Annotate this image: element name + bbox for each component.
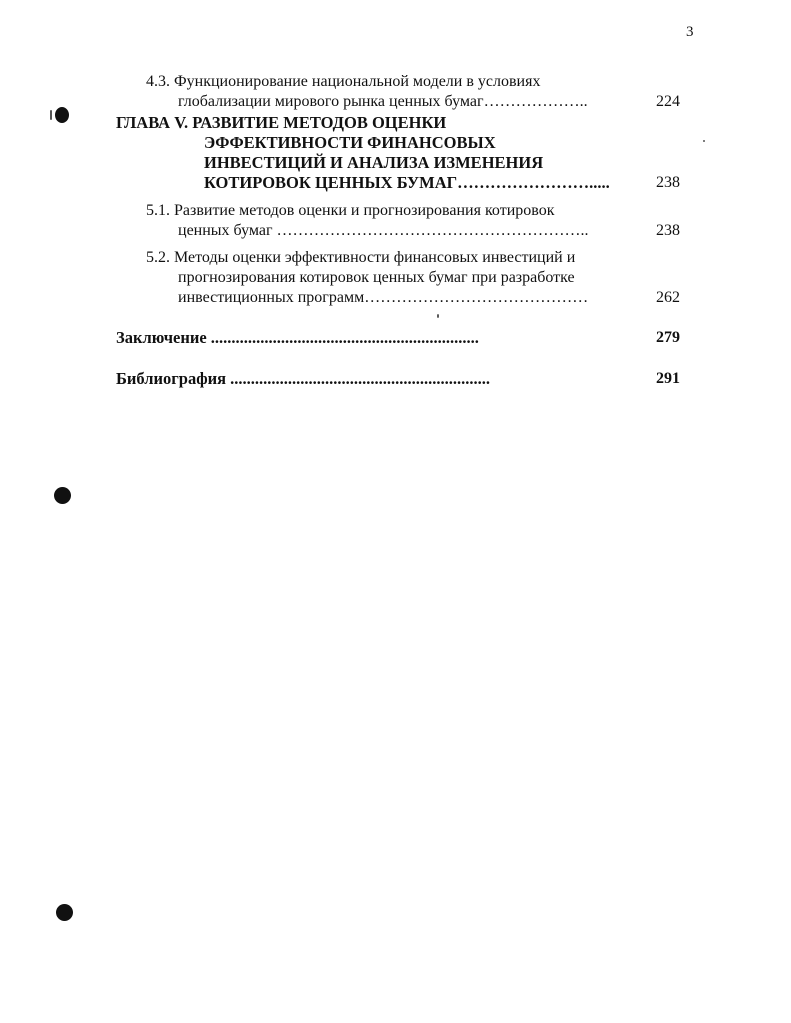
leader-dots: ................................................................. <box>206 328 479 347</box>
toc-entry-4-3-page: 224 <box>656 93 680 110</box>
toc-entry-5-2-page: 262 <box>656 289 680 306</box>
leader-dots: ……………….. <box>483 93 588 110</box>
leader-dots: ………………………………………………….. <box>272 222 589 239</box>
toc-entry-5-1-title: 5.1. Развитие методов оценки и прогнозирования котировок <box>146 202 555 219</box>
toc-entry-4-3-title: 4.3. Функционирование национальной модели в условиях <box>146 73 541 90</box>
toc-conclusion-title: Заключение <box>116 328 207 347</box>
page-number: 3 <box>686 24 694 40</box>
leader-dots: ……………………..... <box>457 173 610 192</box>
toc-conclusion-page: 279 <box>656 329 680 346</box>
toc-chapter-5-title-cont: ЭФФЕКТИВНОСТИ ФИНАНСОВЫХ <box>204 133 496 152</box>
toc-chapter-5-page: 238 <box>656 174 680 191</box>
toc-conclusion <box>116 328 479 348</box>
binder-hole-bottom <box>56 904 73 921</box>
toc-chapter-5-title-cont: КОТИРОВОК ЦЕННЫХ БУМАГ <box>204 173 458 192</box>
toc-chapter-5-line4 <box>204 173 610 193</box>
toc-bibliography-title: Библиография <box>116 369 227 388</box>
toc-chapter-5-line3 <box>204 153 543 173</box>
toc-bibliography-page: 291 <box>656 370 680 387</box>
toc-entry-5-2-title: 5.2. Методы оценки эффективности финансовых инвестиций и <box>146 249 576 266</box>
leader-dots: ............................................................... <box>226 369 491 388</box>
toc-entry-5-2-title-cont: инвестиционных программ <box>178 289 365 306</box>
scan-speck <box>703 140 705 142</box>
toc-entry-5-2-title-cont: прогнозирования котировок ценных бумаг при разработке <box>178 269 575 286</box>
scan-speck <box>437 314 439 318</box>
toc-chapter-5-line1 <box>116 113 446 133</box>
binder-hole-top <box>55 107 69 123</box>
toc-chapter-5-title-cont: ИНВЕСТИЦИЙ И АНАЛИЗА ИЗМЕНЕНИЯ <box>204 153 544 172</box>
toc-entry-5-2-line1 <box>146 248 575 268</box>
toc-entry-4-3-line2 <box>178 92 588 112</box>
toc-entry-5-1-page: 238 <box>656 222 680 239</box>
toc-chapter-5-title: ГЛАВА V. РАЗВИТИЕ МЕТОДОВ ОЦЕНКИ <box>116 113 447 132</box>
toc-entry-5-1-title-cont: ценных бумаг <box>178 222 273 239</box>
toc-chapter-5-line2 <box>204 133 496 153</box>
toc-entry-5-2-line3 <box>178 288 588 308</box>
toc-entry-5-2-line2 <box>178 268 575 288</box>
toc-entry-4-3-line1 <box>146 72 540 92</box>
binder-hole-middle <box>54 487 71 504</box>
scan-mark <box>50 110 52 120</box>
toc-entry-5-1-line2 <box>178 221 589 241</box>
toc-bibliography <box>116 369 490 389</box>
toc-entry-4-3-title-cont: глобализации мирового рынка ценных бумаг <box>178 93 484 110</box>
leader-dots: …………………………………… <box>364 289 589 306</box>
toc-entry-5-1-line1 <box>146 201 554 221</box>
